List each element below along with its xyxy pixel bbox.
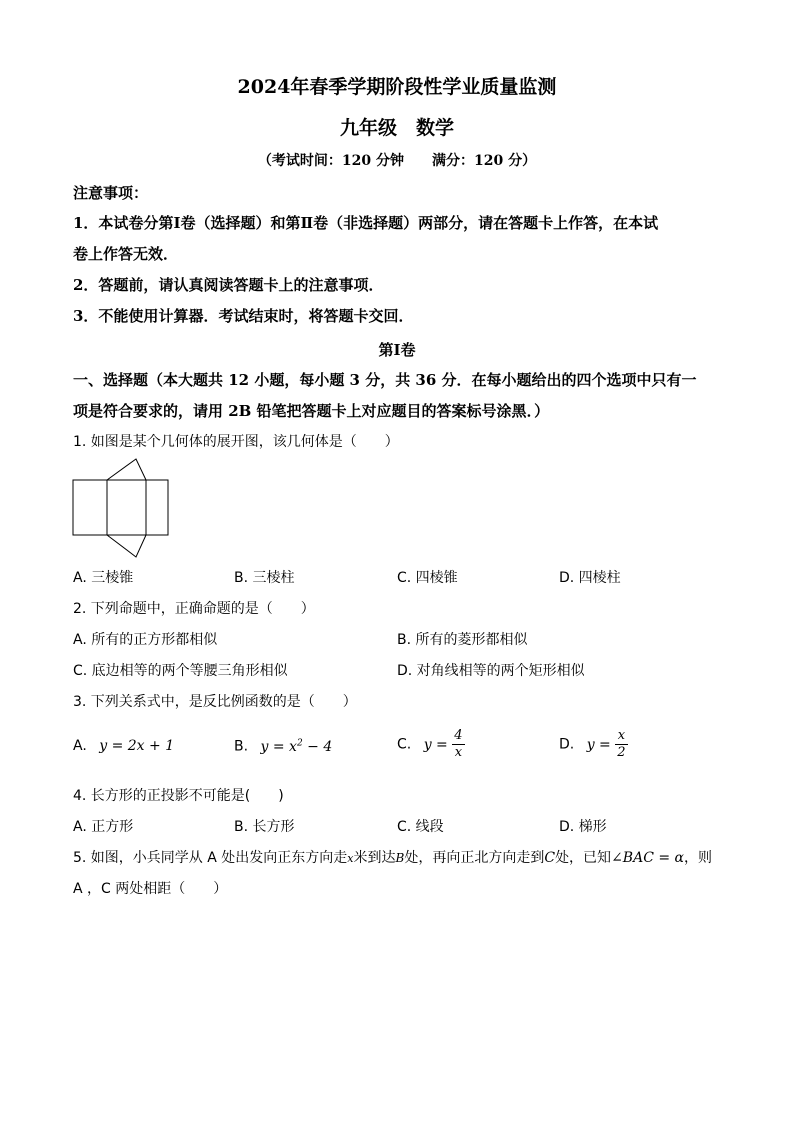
q1-option-d[interactable]: D. 四棱柱 [559, 570, 621, 586]
notice-heading: 注意事项： [73, 184, 149, 202]
q3-option-b-expression-base: y = x [260, 738, 297, 755]
prism-net-figure [70, 456, 172, 560]
notice-item-1-line-2: 卷上作答无效． [73, 245, 179, 263]
q2-option-a[interactable]: A. 所有的正方形都相似 [73, 632, 218, 648]
notice-item-2: 2．答题前，请认真阅读答题卡上的注意事项． [73, 276, 384, 294]
q3-option-a[interactable] [73, 738, 174, 754]
q4-option-a[interactable]: A. 正方形 [73, 819, 134, 835]
q5-text-1: 5. 如图，小兵同学从 A 处出发向正东方向走 [73, 850, 348, 866]
notice-item-3: 3．不能使用计算器．考试结束时，将答题卡交回． [73, 307, 414, 325]
question-4-stem: 4. 长方形的正投影不可能是( ) [73, 788, 284, 804]
q3-option-d-lhs: y = [586, 736, 611, 753]
q3-option-c-label: C. [397, 736, 412, 753]
q5-text-4: 处，已知 [555, 850, 612, 866]
q5-text-5: ，则 [684, 850, 712, 866]
q5-text-2: 米到达 [353, 850, 396, 866]
q3-option-c-denominator: x [454, 745, 463, 760]
exam-info: （考试时间：120 分钟 满分：120 分） [257, 153, 537, 169]
q4-option-b[interactable]: B. 长方形 [234, 819, 295, 835]
net-face-middle [107, 480, 146, 535]
q4-option-d[interactable]: D. 梯形 [559, 819, 607, 835]
notice-item-1-line-1: 1．本试卷分第Ⅰ卷（选择题）和第Ⅱ卷（非选择题）两部分，请在答题卡上作答，在本试 [73, 214, 659, 232]
q5-text-3: 处，再向正北方向走到 [404, 850, 545, 866]
question-3-stem: 3. 下列关系式中，是反比例函数的是（ ） [73, 694, 357, 710]
part-1-instructions-line-2: 项是符合要求的，请用 2B 铅笔把答题卡上对应题目的答案标号涂黑．） [73, 402, 550, 420]
q3-option-b-label: B. [234, 738, 249, 755]
q3-option-c-numerator: 4 [454, 728, 463, 743]
q2-option-b[interactable]: B. 所有的菱形都相似 [397, 632, 528, 648]
q2-option-c[interactable]: C. 底边相等的两个等腰三角形相似 [73, 663, 288, 679]
q3-option-d-label: D. [559, 736, 575, 753]
exam-title: 2024年春季学期阶段性学业质量监测 [237, 76, 557, 98]
q1-option-a[interactable]: A. 三棱锥 [73, 570, 134, 586]
q1-option-b[interactable]: B. 三棱柱 [234, 570, 295, 586]
q3-option-c-fraction [452, 728, 464, 761]
q3-option-b-expression-tail: − 4 [302, 738, 333, 755]
q3-option-b-exponent: 2 [296, 738, 303, 748]
q3-option-c-lhs: y = [423, 736, 448, 753]
question-1-stem: 1. 如图是某个几何体的展开图，该几何体是（ ） [73, 434, 399, 450]
net-triangle-bottom [107, 535, 146, 557]
q3-option-a-label: A. [73, 738, 87, 754]
q2-option-d[interactable]: D. 对角线相等的两个矩形相似 [397, 663, 585, 679]
part-1-instructions-line-1: 一、选择题（本大题共 12 小题，每小题 3 分，共 36 分．在每小题给出的四个选项中只有一 [73, 371, 697, 389]
question-5-stem-line-1 [73, 847, 712, 867]
q5-var-x: x [347, 852, 354, 865]
q1-option-c[interactable]: C. 四棱锥 [397, 570, 458, 586]
q3-option-d-numerator: x [615, 728, 627, 745]
q4-option-c[interactable]: C. 线段 [397, 819, 444, 835]
q3-option-b[interactable] [234, 738, 332, 755]
q3-option-c[interactable] [397, 728, 465, 761]
volume-heading: 第Ⅰ卷 [378, 341, 416, 359]
q3-option-d-denominator: 2 [617, 745, 626, 760]
q5-point-b: B [395, 851, 405, 865]
q3-option-d[interactable] [559, 728, 628, 761]
exam-subtitle: 九年级 数学 [339, 117, 454, 139]
net-face-right [146, 480, 168, 535]
net-triangle-top [107, 459, 146, 480]
q5-point-c: C [544, 850, 556, 866]
q3-option-a-expression: y = 2x + 1 [99, 738, 175, 754]
question-5-stem-line-2: A ，C 两处相距（ ） [73, 881, 228, 897]
q3-option-d-fraction [615, 728, 627, 761]
net-face-left [73, 480, 107, 535]
q5-angle-expression: ∠BAC = α [611, 850, 684, 866]
question-2-stem: 2. 下列命题中，正确命题的是（ ） [73, 601, 315, 617]
